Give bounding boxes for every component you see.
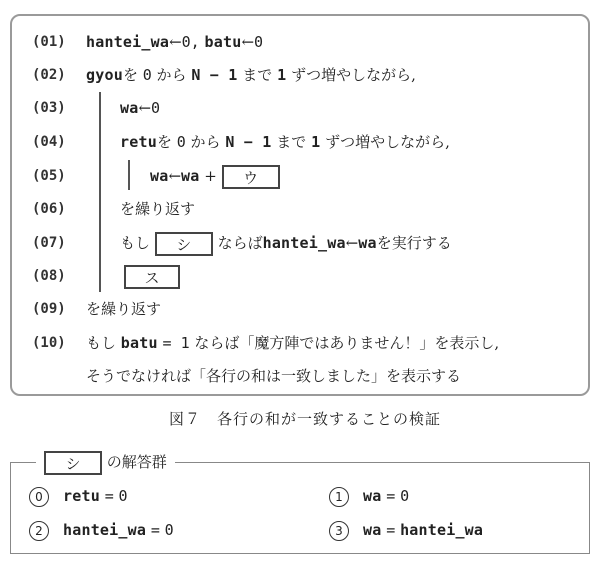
var-hantei-wa: hantei_wa [262,234,346,252]
text: もし [86,334,117,352]
option-expr: = [104,487,114,505]
option-0[interactable] [29,483,128,509]
text: から [156,66,187,84]
value: 1 [277,66,287,84]
legend-text: の解答群 [106,453,167,471]
expr: = 1 [162,334,190,352]
value: 0, [181,33,200,51]
option-expr: wa [363,521,382,539]
option-expr: = [386,487,396,505]
var-wa: wa [358,234,377,252]
value: 1 [311,133,321,151]
var-wa: wa [181,167,200,185]
value: 0 [176,133,186,151]
var-gyou: gyou [86,66,123,84]
answer-blank-u: ウ [222,165,280,189]
text: ずつ増やしながら, [291,66,416,84]
circled-number: 2 [29,521,49,541]
var-batu: batu [120,334,158,352]
text: ずつ増やしながら, [325,133,450,151]
option-expr: 0 [400,487,410,505]
line-number: (04) [32,134,66,150]
var-retu: retu [120,133,157,151]
assign-arrow: ← [241,33,255,51]
plus-sign: + [204,167,217,185]
var-batu: batu [204,33,242,51]
text: から [190,133,221,151]
option-expr: 0 [118,487,128,505]
text: まで [242,66,273,84]
value: 0 [254,33,264,51]
circled-number: 1 [329,487,349,507]
loop-bar-inner [128,160,130,190]
option-expr: hantei_wa [63,521,147,539]
assign-arrow: ← [345,234,359,252]
option-expr: 0 [164,521,174,539]
answer-blank-shi: シ [155,232,213,256]
answer-group-legend [36,448,175,476]
text: を [156,133,172,151]
text: ならば [217,234,263,252]
line-number: (07) [32,235,66,251]
line-number: (09) [32,301,66,317]
option-expr: wa [363,487,382,505]
option-expr: retu [63,487,100,505]
option-1[interactable] [329,483,409,509]
expr: N − 1 [225,133,272,151]
expr: N − 1 [191,66,238,84]
line-number: (05) [32,168,66,184]
circled-number: 0 [29,487,49,507]
value: 0 [142,66,152,84]
text: を実行する [376,234,452,252]
text: を繰り返す [120,200,196,218]
text: もし [120,234,151,252]
figure-caption: 図７ 各行の和が一致することの検証 [168,410,441,428]
line-number: (01) [32,34,66,50]
assign-arrow: ← [168,167,182,185]
option-expr: = [150,521,160,539]
value: 0 [151,99,161,117]
line-number: (02) [32,67,66,83]
var-hantei-wa: hantei_wa [86,33,170,51]
text: ならば「魔方陣ではありません！」を表示し, [194,334,500,352]
line-number: (06) [32,201,66,217]
line-number: (03) [32,100,66,116]
loop-bar-outer [99,92,101,292]
var-wa: wa [150,167,169,185]
answer-blank-shi-label: シ [44,451,102,475]
text: まで [276,133,307,151]
line-number: (08) [32,268,66,284]
pseudocode-box [10,14,590,396]
circled-number: 3 [329,521,349,541]
var-wa: wa [120,99,139,117]
text: そうでなければ「各行の和は一致しました」を表示する [86,367,462,385]
option-2[interactable] [29,517,174,543]
assign-arrow: ← [169,33,182,51]
text: を繰り返す [86,300,162,318]
text: を [122,66,138,84]
option-expr: hantei_wa [400,521,484,539]
option-expr: = [386,521,396,539]
line-number: (10) [32,335,66,351]
answer-blank-su: ス [124,265,180,289]
option-3[interactable] [329,517,483,543]
assign-arrow: ← [138,99,152,117]
